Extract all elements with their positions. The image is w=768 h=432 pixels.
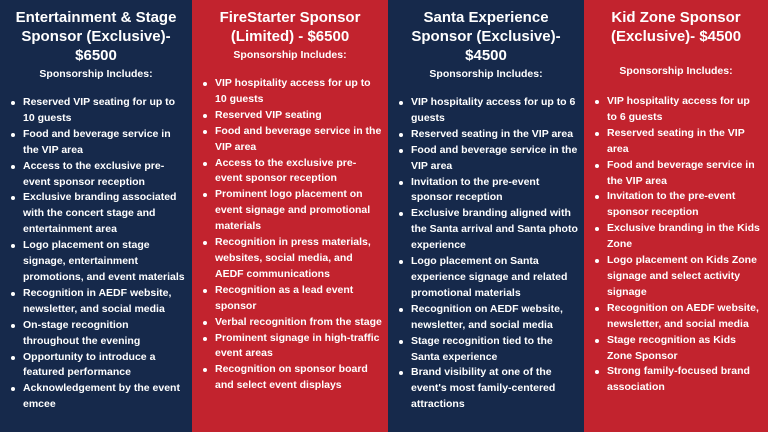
benefit-list: [394, 95, 578, 413]
benefit-item: VIP hospitality access for up to 6 guests: [594, 94, 762, 126]
benefit-item: Exclusive branding in the Kids Zone: [594, 221, 762, 253]
benefit-item: VIP hospitality access for up to 10 guests: [202, 76, 382, 108]
benefit-item: Food and beverage service in the VIP area: [398, 143, 578, 175]
benefit-item: Recognition in press materials, websites, social media, and AEDF communications: [202, 235, 382, 283]
benefit-item: Acknowledgement by the event emcee: [10, 381, 186, 413]
tier-subtitle: Sponsorship Includes:: [619, 65, 733, 77]
benefit-item: Recognition on sponsor board and select event displays: [202, 362, 382, 394]
benefit-item: Opportunity to introduce a featured performance: [10, 350, 186, 382]
benefit-item: Logo placement on stage signage, entertainment promotions, and event materials: [10, 238, 186, 286]
benefit-item: Recognition as a lead event sponsor: [202, 283, 382, 315]
tier-firestarter: [192, 0, 388, 432]
benefit-item: Recognition on AEDF website, newsletter, and social media: [398, 302, 578, 334]
benefit-item: Exclusive branding associated with the concert stage and entertainment area: [10, 190, 186, 238]
benefit-item: Prominent logo placement on event signage and promotional materials: [202, 187, 382, 235]
tier-santa-experience: [388, 0, 584, 432]
tier-title: Kid Zone Sponsor (Exclusive)- $4500: [610, 9, 742, 45]
benefit-list: [6, 95, 186, 413]
tier-subtitle: Sponsorship Includes:: [233, 49, 347, 61]
benefit-item: Recognition on AEDF website, newsletter, and social media: [594, 301, 762, 333]
tier-title: Entertainment & Stage Sponsor (Exclusive)- $6500: [15, 9, 177, 64]
benefit-item: Stage recognition as Kids Zone Sponsor: [594, 333, 762, 365]
benefit-item: Reserved VIP seating for up to 10 guests: [10, 95, 186, 127]
benefit-item: Invitation to the pre-event sponsor reception: [398, 175, 578, 207]
benefit-item: Food and beverage service in the VIP area: [594, 158, 762, 190]
benefit-item: Reserved VIP seating: [202, 108, 382, 124]
benefit-item: Food and beverage service in the VIP area: [10, 127, 186, 159]
benefit-item: Logo placement on Santa experience signage and related promotional materials: [398, 254, 578, 302]
tier-subtitle: Sponsorship Includes:: [39, 68, 153, 80]
benefit-list: [198, 76, 382, 394]
benefit-item: Food and beverage service in the VIP area: [202, 124, 382, 156]
tier-entertainment-stage: [0, 0, 192, 432]
benefit-item: Prominent signage in high-traffic event areas: [202, 331, 382, 363]
benefit-list: [590, 94, 762, 396]
benefit-item: Exclusive branding aligned with the Santa arrival and Santa photo experience: [398, 206, 578, 254]
benefit-item: Access to the exclusive pre-event sponsor reception: [10, 159, 186, 191]
benefit-item: VIP hospitality access for up to 6 guests: [398, 95, 578, 127]
benefit-item: Stage recognition tied to the Santa experience: [398, 334, 578, 366]
tier-kid-zone: [584, 0, 768, 432]
tier-subtitle: Sponsorship Includes:: [429, 68, 543, 80]
benefit-item: Recognition in AEDF website, newsletter, and social media: [10, 286, 186, 318]
benefit-item: On-stage recognition throughout the evening: [10, 318, 186, 350]
benefit-item: Strong family-focused brand association: [594, 364, 762, 396]
benefit-item: Reserved seating in the VIP area: [594, 126, 762, 158]
benefit-item: Brand visibility at one of the event's most family-centered attractions: [398, 365, 578, 413]
benefit-item: Reserved seating in the VIP area: [398, 127, 578, 143]
benefit-item: Invitation to the pre-event sponsor reception: [594, 189, 762, 221]
benefit-item: Logo placement on Kids Zone signage and select activity signage: [594, 253, 762, 301]
tier-title: FireStarter Sponsor (Limited) - $6500: [219, 9, 361, 45]
benefit-item: Verbal recognition from the stage: [202, 315, 382, 331]
tier-title: Santa Experience Sponsor (Exclusive)- $4500: [411, 9, 561, 64]
benefit-item: Access to the exclusive pre-event sponsor reception: [202, 156, 382, 188]
